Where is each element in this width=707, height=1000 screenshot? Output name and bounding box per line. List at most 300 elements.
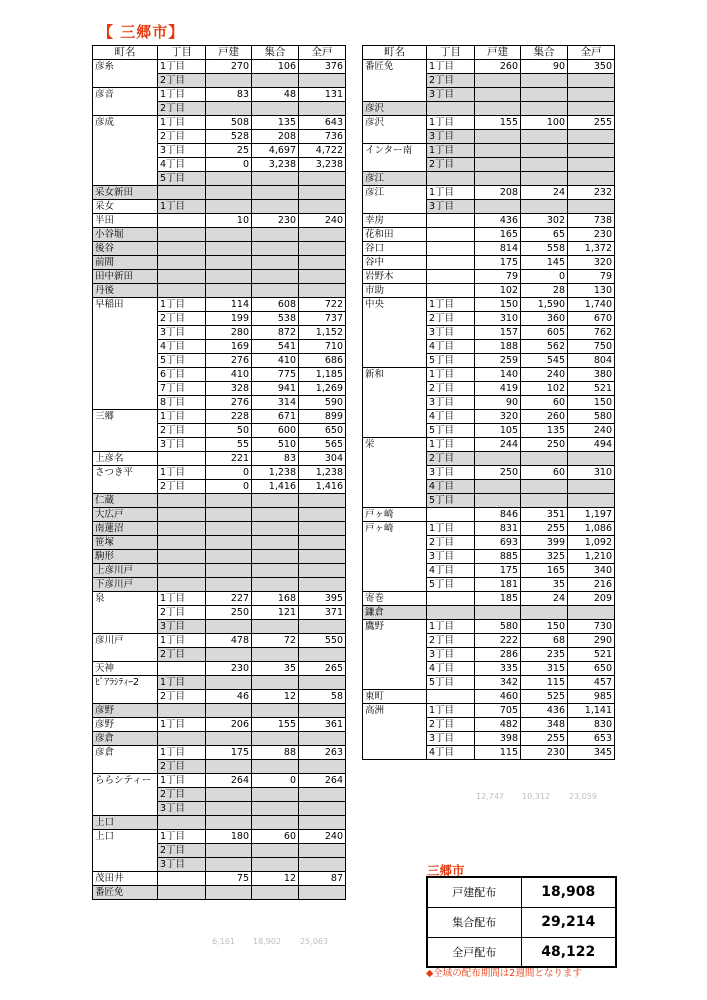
all-cell: 737 [299,312,346,326]
collective-cell: 150 [521,620,568,634]
all-cell [568,158,615,172]
town-cell [93,802,158,816]
detached-cell [206,74,252,88]
all-cell: 79 [568,270,615,284]
header-collective: 集合 [521,46,568,60]
chome-cell: 1丁目 [427,298,475,312]
town-cell: 彦糸 [93,60,158,74]
table-row [363,242,615,256]
chome-cell [427,242,475,256]
collective-cell [252,228,299,242]
chome-cell [158,284,206,298]
table-row [363,270,615,284]
collective-cell [252,172,299,186]
table-row [363,438,615,452]
detached-cell: 0 [206,466,252,480]
detached-cell: 270 [206,60,252,74]
left-total-detached: 6,161 [212,937,235,946]
detached-cell [206,228,252,242]
collective-cell: 48 [252,88,299,102]
all-cell: 216 [568,578,615,592]
town-cell: 南蓮沼 [93,522,158,536]
collective-cell: 60 [252,830,299,844]
chome-cell: 1丁目 [158,60,206,74]
town-cell [363,494,427,508]
collective-cell: 351 [521,508,568,522]
town-cell [93,130,158,144]
table-row [93,354,346,368]
right-total-collective: 10,312 [522,792,550,801]
collective-cell: 436 [521,704,568,718]
chome-cell: 4丁目 [427,480,475,494]
town-cell [363,354,427,368]
all-cell: 376 [299,60,346,74]
all-cell: 350 [568,60,615,74]
header-all: 全戸 [568,46,615,60]
all-cell: 240 [299,830,346,844]
table-row [93,578,346,592]
town-cell: 彦川戸 [93,634,158,648]
chome-cell: 2丁目 [427,312,475,326]
chome-cell: 4丁目 [427,564,475,578]
all-cell: 304 [299,452,346,466]
town-cell [363,452,427,466]
summary-table [426,876,617,968]
detached-cell [475,606,521,620]
all-cell: 1,416 [299,480,346,494]
chome-cell: 1丁目 [158,116,206,130]
table-row [93,368,346,382]
chome-cell: 2丁目 [158,480,206,494]
all-cell: 1,152 [299,326,346,340]
chome-cell [427,228,475,242]
table-row [363,606,615,620]
chome-cell [427,606,475,620]
chome-cell: 1丁目 [158,592,206,606]
detached-cell: 222 [475,634,521,648]
left-total-all: 25,063 [300,937,328,946]
town-cell [93,424,158,438]
chome-cell: 6丁目 [158,368,206,382]
detached-cell: 320 [475,410,521,424]
table-row [93,452,346,466]
table-row [93,130,346,144]
all-cell: 130 [568,284,615,298]
town-cell: 幸房 [363,214,427,228]
collective-cell: 60 [521,396,568,410]
table-row [93,256,346,270]
collective-cell [252,536,299,550]
detached-cell: 250 [206,606,252,620]
town-cell [93,158,158,172]
chome-cell [158,452,206,466]
detached-cell: 259 [475,354,521,368]
all-cell: 580 [568,410,615,424]
collective-cell: 12 [252,872,299,886]
chome-cell: 2丁目 [158,424,206,438]
detached-cell [475,494,521,508]
town-cell [93,144,158,158]
collective-cell: 88 [252,746,299,760]
collective-cell: 72 [252,634,299,648]
detached-cell [206,172,252,186]
table-row [363,410,615,424]
detached-cell: 885 [475,550,521,564]
table-row [93,74,346,88]
table-row [93,60,346,74]
all-cell: 750 [568,340,615,354]
detached-cell [206,802,252,816]
collective-cell [252,578,299,592]
chome-cell: 5丁目 [427,494,475,508]
all-cell: 650 [299,424,346,438]
detached-cell: 228 [206,410,252,424]
detached-cell [206,270,252,284]
town-cell [363,676,427,690]
chome-cell: 2丁目 [158,312,206,326]
town-cell [93,620,158,634]
detached-cell: 102 [475,284,521,298]
town-cell: 彦音 [93,88,158,102]
chome-cell [158,522,206,536]
detached-cell [206,732,252,746]
chome-cell: 1丁目 [158,466,206,480]
detached-cell [206,564,252,578]
all-cell: 87 [299,872,346,886]
town-cell [93,340,158,354]
detached-cell: 155 [475,116,521,130]
detached-cell [475,130,521,144]
chome-cell [158,816,206,830]
chome-cell: 2丁目 [427,536,475,550]
town-cell: 鎌倉 [363,606,427,620]
header-all: 全戸 [299,46,346,60]
table-row [363,746,615,760]
table-row [363,690,615,704]
chome-cell: 2丁目 [427,452,475,466]
all-cell [568,606,615,620]
town-cell [363,424,427,438]
town-cell: 栄 [363,438,427,452]
table-row [363,130,615,144]
table-row [93,284,346,298]
collective-cell: 315 [521,662,568,676]
all-cell [568,172,615,186]
chome-cell: 2丁目 [158,102,206,116]
all-cell: 565 [299,438,346,452]
chome-cell [158,704,206,718]
detached-cell: 55 [206,438,252,452]
detached-cell [206,494,252,508]
all-cell: 1,092 [568,536,615,550]
town-cell: 寄巻 [363,592,427,606]
collective-cell: 24 [521,186,568,200]
all-cell [299,732,346,746]
table-row [93,326,346,340]
table-row [93,102,346,116]
all-cell [299,620,346,634]
table-row [93,676,346,690]
chome-cell [158,508,206,522]
collective-cell: 255 [521,732,568,746]
collective-cell [252,102,299,116]
all-cell: 710 [299,340,346,354]
table-row [93,746,346,760]
chome-cell: 2丁目 [158,690,206,704]
chome-cell: 5丁目 [158,172,206,186]
town-cell: 駒形 [93,550,158,564]
town-cell [363,550,427,564]
all-cell: 1,740 [568,298,615,312]
collective-cell [521,102,568,116]
table-row [93,522,346,536]
table-row [363,620,615,634]
town-cell [93,648,158,662]
all-cell [299,270,346,284]
town-cell [363,74,427,88]
table-row [363,312,615,326]
detached-cell: 221 [206,452,252,466]
chome-cell: 5丁目 [427,578,475,592]
all-cell: 521 [568,648,615,662]
chome-cell: 3丁目 [427,326,475,340]
town-cell: 後谷 [93,242,158,256]
collective-cell: 605 [521,326,568,340]
collective-cell: 24 [521,592,568,606]
chome-cell: 1丁目 [158,200,206,214]
detached-cell: 50 [206,424,252,438]
collective-cell: 348 [521,718,568,732]
town-cell: 高洲 [363,704,427,718]
chome-cell: 1丁目 [158,88,206,102]
chome-cell: 1丁目 [427,116,475,130]
detached-cell: 169 [206,340,252,354]
town-cell: 花和田 [363,228,427,242]
header-detached: 戸建 [475,46,521,60]
town-cell [93,760,158,774]
chome-cell: 1丁目 [158,830,206,844]
all-cell [299,550,346,564]
chome-cell [427,284,475,298]
all-cell: 521 [568,382,615,396]
chome-cell [427,256,475,270]
collective-cell: 250 [521,438,568,452]
town-cell [363,662,427,676]
collective-cell [252,648,299,662]
table-row [363,326,615,340]
chome-cell: 1丁目 [158,676,206,690]
detached-cell: 260 [475,60,521,74]
detached-cell: 286 [475,648,521,662]
all-cell: 1,086 [568,522,615,536]
collective-cell [252,802,299,816]
chome-cell: 4丁目 [427,662,475,676]
detached-cell [206,200,252,214]
chome-cell: 2丁目 [158,606,206,620]
chome-cell: 2丁目 [427,158,475,172]
detached-cell [206,858,252,872]
collective-cell: 872 [252,326,299,340]
town-cell [93,368,158,382]
detached-cell: 230 [206,662,252,676]
town-cell: ﾋﾟｱﾗｼﾃｨｰ2 [93,676,158,690]
table-row [363,466,615,480]
chome-cell: 4丁目 [158,340,206,354]
all-cell: 1,185 [299,368,346,382]
chome-cell: 3丁目 [427,200,475,214]
detached-cell: 208 [475,186,521,200]
all-cell [568,200,615,214]
town-cell [93,690,158,704]
all-cell: 240 [299,214,346,228]
detached-cell: 157 [475,326,521,340]
town-cell: 大広戸 [93,508,158,522]
table-row [93,816,346,830]
collective-cell [521,158,568,172]
town-cell [363,564,427,578]
collective-cell [252,788,299,802]
chome-cell: 5丁目 [427,354,475,368]
town-cell: 彦野 [93,704,158,718]
town-cell: 岩野木 [363,270,427,284]
all-cell: 830 [568,718,615,732]
detached-cell [475,172,521,186]
chome-cell [158,564,206,578]
chome-cell: 1丁目 [158,298,206,312]
town-cell [363,340,427,354]
table-row [93,144,346,158]
table-row [93,494,346,508]
collective-cell: 541 [252,340,299,354]
detached-cell [206,844,252,858]
header-chome: 丁目 [158,46,206,60]
chome-cell: 8丁目 [158,396,206,410]
collective-cell: 671 [252,410,299,424]
collective-cell [252,760,299,774]
table-row [93,774,346,788]
detached-cell [475,88,521,102]
detached-cell: 846 [475,508,521,522]
all-cell: 240 [568,424,615,438]
table-row [363,536,615,550]
all-cell: 736 [299,130,346,144]
summary-value: 48,122 [521,937,616,967]
all-cell: 209 [568,592,615,606]
table-row [93,340,346,354]
all-cell [299,74,346,88]
all-cell [299,844,346,858]
table-row [93,508,346,522]
town-cell: 彦江 [363,172,427,186]
chome-cell [158,186,206,200]
chome-cell: 1丁目 [427,620,475,634]
detached-cell: 580 [475,620,521,634]
town-cell [93,788,158,802]
table-row [93,466,346,480]
chome-cell [158,270,206,284]
chome-cell: 2丁目 [158,74,206,88]
table-row [93,844,346,858]
table-row [363,144,615,158]
all-cell [299,242,346,256]
all-cell [299,564,346,578]
table-row [93,718,346,732]
all-cell: 670 [568,312,615,326]
all-cell [299,760,346,774]
town-cell: 市助 [363,284,427,298]
chome-cell [158,578,206,592]
collective-cell: 399 [521,536,568,550]
detached-cell: 419 [475,382,521,396]
town-cell [363,718,427,732]
chome-cell [158,550,206,564]
collective-cell: 83 [252,452,299,466]
town-cell [363,536,427,550]
table-row [363,396,615,410]
detached-cell [475,158,521,172]
table-row [93,242,346,256]
detached-cell [475,144,521,158]
collective-cell [252,508,299,522]
table-row [93,382,346,396]
collective-cell [252,564,299,578]
chome-cell [158,872,206,886]
all-cell: 230 [568,228,615,242]
table-row [363,508,615,522]
town-cell [363,130,427,144]
all-cell: 263 [299,746,346,760]
collective-cell: 145 [521,256,568,270]
collective-cell [521,144,568,158]
all-cell: 686 [299,354,346,368]
chome-cell: 7丁目 [158,382,206,396]
town-cell: ららシティー [93,774,158,788]
table-row [363,592,615,606]
all-cell [299,536,346,550]
header-detached: 戸建 [206,46,252,60]
chome-cell: 5丁目 [427,424,475,438]
all-cell [299,578,346,592]
detached-cell: 206 [206,718,252,732]
collective-cell [252,494,299,508]
collective-cell [252,844,299,858]
town-cell: 泉 [93,592,158,606]
chome-cell: 3丁目 [158,858,206,872]
detached-cell: 693 [475,536,521,550]
chome-cell [427,592,475,606]
all-cell: 1,238 [299,466,346,480]
table-row [93,634,346,648]
town-cell [363,732,427,746]
table-row [93,872,346,886]
table-row [363,676,615,690]
chome-cell [427,214,475,228]
detached-cell: 165 [475,228,521,242]
chome-cell [427,508,475,522]
page-title: 【 三郷市】 [98,23,185,41]
summary-label: 集合配布 [427,907,521,937]
collective-cell: 28 [521,284,568,298]
detached-cell [206,284,252,298]
header-town: 町名 [363,46,427,60]
chome-cell: 2丁目 [158,648,206,662]
chome-cell: 3丁目 [427,550,475,564]
town-cell: 丹後 [93,284,158,298]
town-cell: インター南 [363,144,427,158]
collective-cell [252,270,299,284]
town-cell: 笹塚 [93,536,158,550]
collective-cell [252,816,299,830]
